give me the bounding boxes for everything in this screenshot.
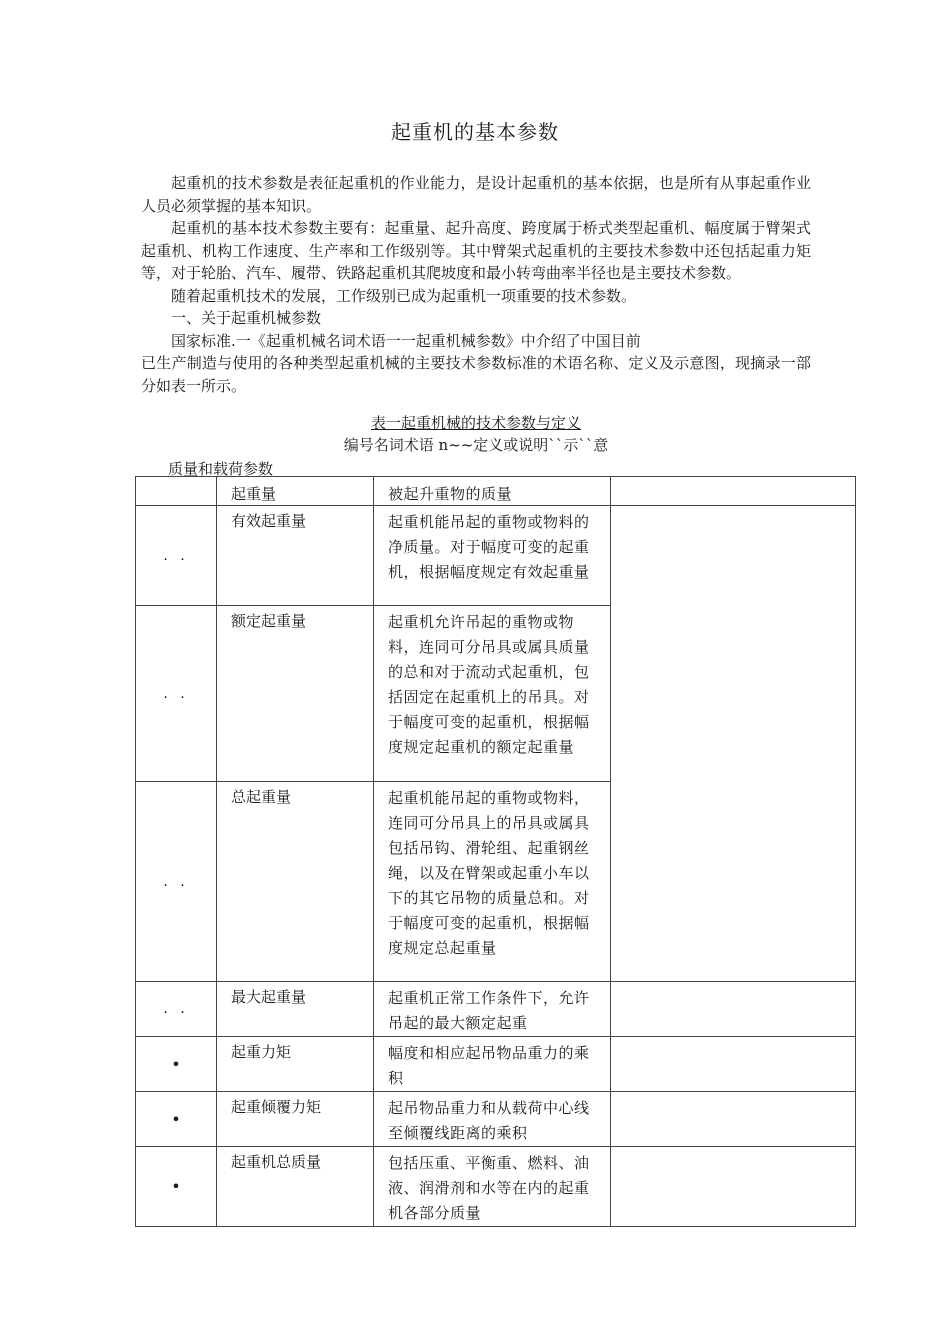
paragraph-5: 已生产制造与使用的各种类型起重机械的主要技术参数标准的术语名称、定义及示意图，现摘录一部分如表一所示。	[141, 354, 811, 395]
row-term: 起重机总质量	[217, 1147, 374, 1227]
row-definition: 被起升重物的质量	[374, 477, 611, 506]
row-term: 起重倾覆力矩	[217, 1092, 374, 1147]
row-number: •	[136, 1037, 217, 1092]
table-row	[136, 1037, 856, 1092]
table-caption	[141, 412, 811, 456]
row-number: •	[136, 1147, 217, 1227]
row-diagram-cell	[611, 982, 856, 1037]
row-number: •	[136, 1092, 217, 1147]
row-term: 有效起重量	[217, 506, 374, 606]
row-term: 起重量	[217, 477, 374, 506]
row-diagram-cell	[611, 1092, 856, 1147]
document-title: 起重机的基本参数	[391, 120, 559, 144]
row-term: 起重力矩	[217, 1037, 374, 1092]
table-row	[136, 477, 856, 506]
paragraph-4: 国家标准.一《起重机械名词术语一一起重机械参数》中介绍了中国目前	[171, 331, 641, 350]
parameters-table	[135, 476, 856, 1227]
row-diagram-cell	[611, 1147, 856, 1227]
table-row	[136, 1092, 856, 1147]
table-row	[136, 1147, 856, 1227]
row-definition: 起重机正常工作条件下，允许吊起的最大额定起重	[374, 982, 611, 1037]
row-number: . .	[136, 606, 217, 782]
table-row	[136, 982, 856, 1037]
row-term: 额定起重量	[217, 606, 374, 782]
table-title: 表一起重机械的技术参数与定义	[370, 414, 581, 432]
row-diagram-cell	[611, 1037, 856, 1092]
row-term: 最大起重量	[217, 982, 374, 1037]
row-definition: 起重机允许吊起的重物或物料，连同可分吊具或属具质量的总和对于流动式起重机，包括固定在起重机上的吊具。对于幅度可变的起重机，根据幅度规定起重机的额定起重量	[374, 606, 611, 782]
row-number: . .	[136, 782, 217, 982]
paragraph-2: 起重机的基本技术参数主要有：起重量、起升高度、跨度属于桥式类型起重机、幅度属于臂架式起重机、机构工作速度、生产率和工作级别等。其中臂架式起重机的主要技术参数中还包括起重力矩等，对于轮胎、汽车、履带、铁路起重机其爬坡度和最小转弯曲率半径也是主要技术参数。	[141, 219, 811, 282]
paragraph-1: 起重机的技术参数是表征起重机的作业能力，是设计起重机的基本依据，也是所有从事起重作业人员必须掌握的基本知识。	[141, 174, 811, 215]
row-term: 总起重量	[217, 782, 374, 982]
row-definition: 幅度和相应起吊物品重力的乘积	[374, 1037, 611, 1092]
section-heading: 一、关于起重机械参数	[171, 309, 322, 327]
row-diagram-cell	[611, 477, 856, 506]
table-header-line: 编号名词术语 n~~定义或说明``示``意	[343, 436, 609, 454]
row-definition: 起吊物品重力和从载荷中心线至倾覆线距离的乘积	[374, 1092, 611, 1147]
row-number: . .	[136, 506, 217, 606]
row-definition: 起重机能吊起的重物或物料的净质量。对于幅度可变的起重机，根据幅度规定有效起重量	[374, 506, 611, 606]
section-label: 质量和载荷参数	[168, 460, 274, 478]
paragraph-3: 随着起重机技术的发展，工作级别已成为起重机一项重要的技术参数。	[171, 286, 637, 305]
intro-text	[141, 172, 811, 397]
row-definition: 起重机能吊起的重物或物料，连同可分吊具上的吊具或属具包括吊钩、滑轮组、起重钢丝绳，以及在臂架或起重小车以下的其它吊物的质量总和。对于幅度可变的起重机，根据幅度规定总起重量	[374, 782, 611, 982]
row-diagram-cell	[611, 506, 856, 982]
table-row	[136, 506, 856, 606]
row-number	[136, 477, 217, 506]
row-definition: 包括压重、平衡重、燃料、油液、润滑剂和水等在内的起重机各部分质量	[374, 1147, 611, 1227]
row-number: . .	[136, 982, 217, 1037]
